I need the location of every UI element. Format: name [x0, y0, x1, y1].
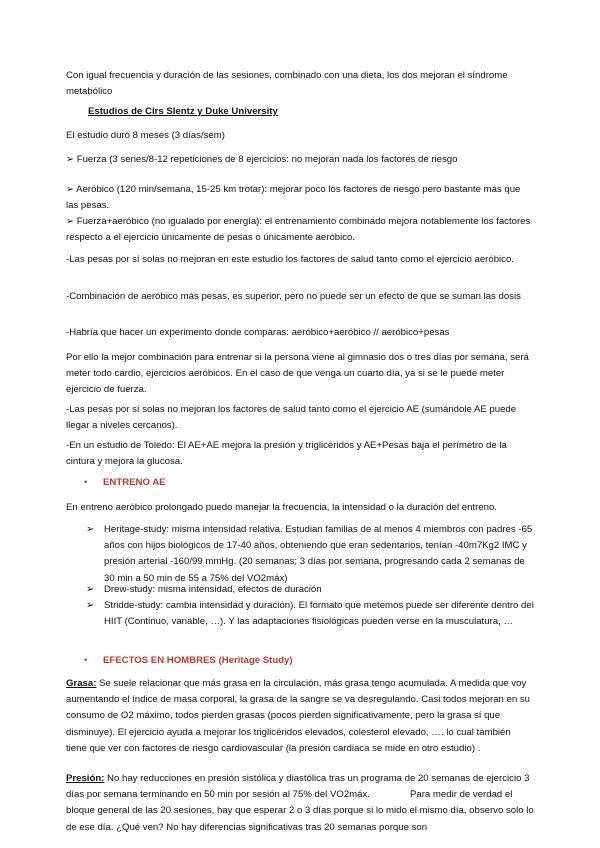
section-title: ENTRENO AE	[103, 477, 166, 488]
arrow-item-combinado: ➢ Fuerza+aeróbico (no igualado por energía): el entrenamiento combinado mejora notablemente los factores respecto a el ejercicio únicamente de pesas o únicamente aeróbico.	[66, 216, 531, 244]
intro-paragraph: Con igual frecuencia y duración de las sesiones, combinado con una dieta, los dos mejoran el síndrome metabólico	[66, 70, 508, 98]
section-title: EFECTOS EN HOMBRES (Heritage Study)	[103, 655, 293, 666]
note-toledo: -En un estudio de Toledo: El AE+AE mejora la presión y triglicéridos y AE+Pesas baja el perímetro de la cintura y mejora la glucosa.	[66, 440, 507, 468]
note-pesas-ae: -Las pesas por sí solas no mejoran los factores de salud tanto como el ejercicio AE (sumándole AE puede llegar a niveles cercanos).	[66, 404, 517, 432]
bullet-icon: •	[84, 477, 88, 488]
entreno-ae-text: En entreno aeróbico prolongado puedo manejar la frecuencia, la intensidad o la duración del entreno.	[66, 502, 497, 513]
bullet-icon: •	[84, 655, 88, 666]
note-pesas: -Las pesas por sí solas no mejoran en este estudio los factores de salud tanto como el ejercicio aeróbico.	[66, 254, 514, 265]
study-text: Drew-study: misma intensidad, efectos de duración	[104, 584, 322, 595]
arrow-icon: ➢	[86, 524, 95, 535]
grasa-label: Grasa:	[66, 678, 97, 689]
study-item-stridde	[86, 598, 536, 630]
note-experimento: -Habría que hacer un experimento donde comparas: aeróbico+aeróbico // aeróbico+pesas	[66, 327, 450, 338]
study-duration: El estudio duró 8 meses (3 días/sem)	[66, 130, 225, 141]
presion-text: No hay reducciones en presión sistólica y diastólica tras un programa de 20 semanas de ejercicio 3 días por semana terminando en 50 min por sesión al 75% del VO2máx.	[66, 773, 530, 801]
study-item-drew	[86, 582, 536, 598]
arrow-item-aerobico: ➢ Aeróbico (120 min/semana, 15-25 km trotar): mejorar poco los factores de riesgo pero bastante más que las pesas.	[66, 184, 521, 212]
presion-label: Presión:	[66, 773, 105, 784]
conclusion-paragraph: Por ello la mejor combinación para entrenar si la persona viene al gimnasio dos o tres días por semana, será meter todo cardio, ejercicios aeróbicos. En el caso de que venga un cuarto día, ya si se le puede meter ejercicio de fuerza.	[66, 352, 529, 396]
study-text: Stridde-study: cambia intensidad y duración). El formato que metemos puede ser diferente dentro del HIIT (Continuo, variable, …). Y las adaptaciones fisiológicas pueden verse en la musculatura, …	[104, 600, 534, 628]
note-combinacion: -Combinación de aeróbico más pesas, es superior, pero no puede ser un efecto de que se suman las dosis	[66, 291, 521, 302]
grasa-paragraph	[66, 676, 534, 757]
study-item-heritage	[86, 522, 536, 587]
studies-heading: Estudios de Cirs Slentz y Duke University	[88, 106, 278, 117]
presion-text-continued: Para medir de verdad el bloque general de las 20 sesiones, hay que esperar 2 o 3 días porque si lo mido el mismo día, observo solo lo de ese día. ¿Qué ven? No hay diferencias significativas tras 20 semanas porque son	[66, 789, 534, 833]
study-text: Heritage-study: misma intensidad relativa. Estudian familias de al menos 4 miembros con padres -65 años con hijos biológicos de 17-40 años, obteniendo que eran sedentarios, tenían -40m7Kg2 IMC y presión arterial -160/99 mmHg. (20 semanas; 3 días por semana, progresando cada 2 semanas de 30 min a 50 min de 55 a 75% del VO2máx)	[104, 524, 533, 584]
presion-paragraph	[66, 771, 534, 836]
arrow-icon: ➢	[86, 584, 95, 595]
grasa-text: Se suele relacionar que más grasa en la circulación, más grasa tengo acumulada. A medida que voy aumentando el índice de masa corporal, la grasa de la sangre se va desregulando. Casi todos mejoran en su consumo de O2 máximo, todos pierden grasas (pocos pierden significativamente, pero la grasa sí que disminuye). El ejercicio ayuda a mejorar los triglicéridos elevados, colesterol elevado, …. lo cual también tiene que ver con factores de riesgo cardiovascular (la presión cardiaca se mide en otro estudio) .	[66, 678, 530, 754]
arrow-icon: ➢	[86, 600, 95, 611]
arrow-item-fuerza: ➢ Fuerza (3 series/8-12 repeticiones de 8 ejercicios: no mejoran nada los factores de riesgo	[66, 154, 458, 165]
